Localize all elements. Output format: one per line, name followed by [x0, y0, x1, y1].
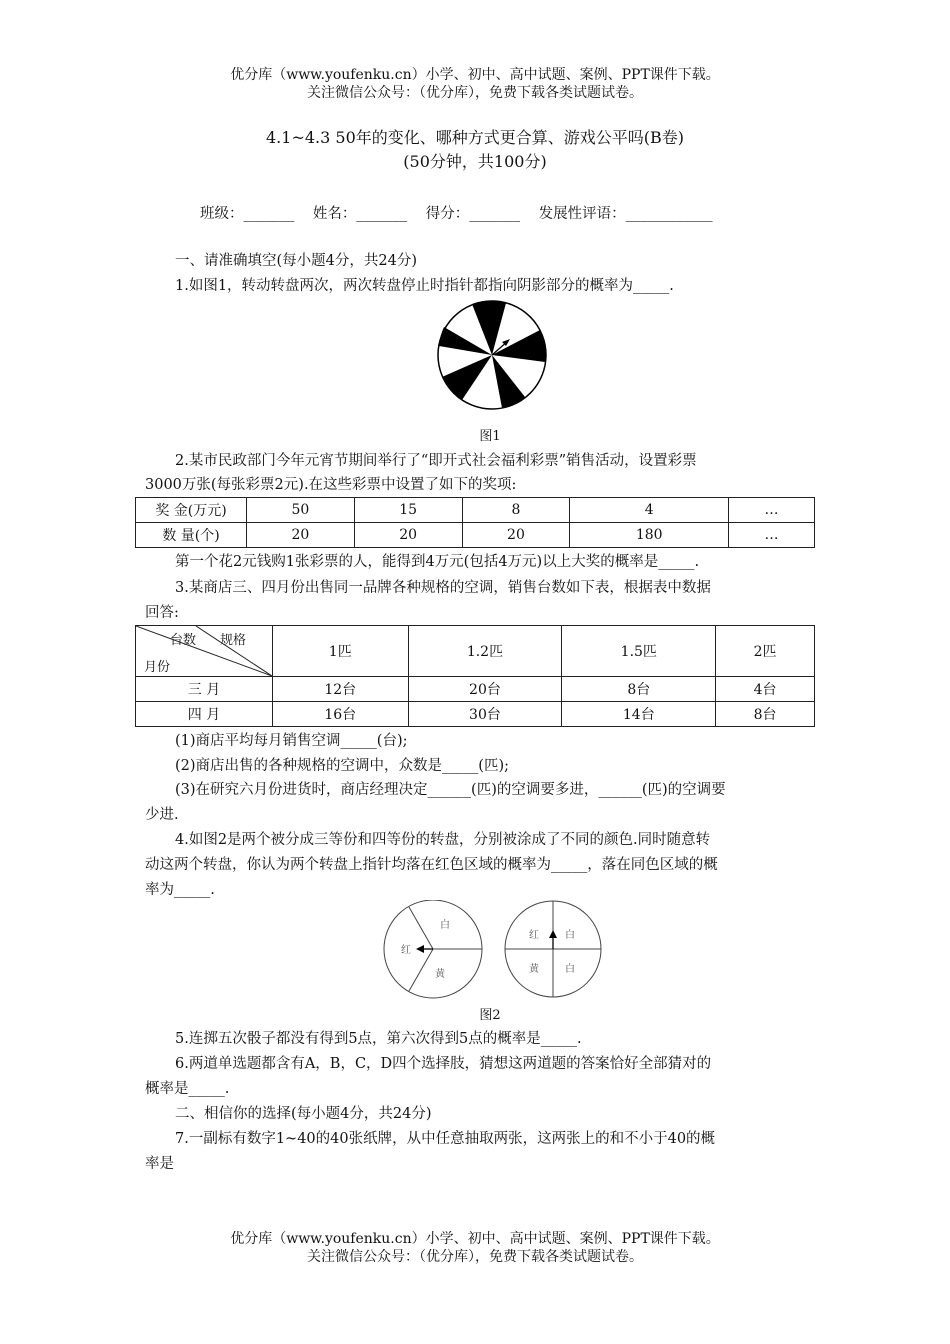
figure-2-caption: 图2: [479, 1008, 501, 1023]
question-3-part-2: (2)商店出售的各种规格的空调中，众数是_____(匹);: [175, 758, 509, 774]
question-3-line-1: 3.某商店三、四月份出售同一品牌各种规格的空调，销售台数如下表，根据表中数据: [175, 580, 711, 596]
left-spinner-label-red: 红: [401, 945, 411, 956]
page-subtitle: (50分钟，共100分): [403, 152, 547, 171]
table-cell: 15: [354, 498, 462, 523]
table-row: [136, 626, 815, 677]
question-5: 5.连掷五次骰子都没有得到5点，第六次得到5点的概率是_____.: [175, 1031, 582, 1047]
question-1: 1.如图1，转动转盘两次，两次转盘停止时指针都指向阴影部分的概率为_____.: [175, 278, 674, 294]
table-cell: 50: [247, 498, 355, 523]
table-header-cell: 1匹: [273, 626, 409, 677]
question-4-line-3: 率为_____.: [145, 882, 215, 898]
question-7-line-1: 7.一副标有数字1~40的40张纸牌，从中任意抽取两张，这两张上的和不小于40的概: [175, 1131, 716, 1147]
section-2-heading: 二、相信你的选择(每小题4分，共24分): [175, 1106, 432, 1122]
table-cell: 数 量(个): [136, 523, 247, 548]
right-spinner-label-red: 红: [529, 930, 539, 941]
table-row: [136, 523, 815, 548]
right-spinner-label-white-top: 白: [565, 930, 575, 941]
question-2-line-3: 第一个花2元钱购1张彩票的人，能得到4万元(包括4万元)以上大奖的概率是_____.: [175, 554, 700, 570]
corner-label-spec: 规格: [220, 633, 247, 648]
footer-line-1: 优分库（www.youfenku.cn）小学、初中、高中试题、案例、PPT课件下载。: [230, 1231, 720, 1247]
table-row: [136, 702, 815, 727]
question-2-line-1: 2.某市民政部门今年元宵节期间举行了“即开式社会福利彩票”销售活动，设置彩票: [175, 453, 697, 469]
table-cell: 20: [247, 523, 355, 548]
name-field: 姓名：_______: [312, 206, 408, 222]
table-cell: 8: [462, 498, 570, 523]
comment-field: 发展性评语：____________: [538, 206, 713, 222]
table-header-cell: 1.2匹: [408, 626, 562, 677]
table-cell: 12台: [273, 677, 409, 702]
question-7-line-2: 率是: [145, 1156, 174, 1172]
section-1-heading: 一、请准确填空(每小题4分，共24分): [175, 253, 417, 269]
left-spinner-label-white: 白: [440, 920, 450, 931]
table-cell: 8台: [562, 677, 716, 702]
left-spinner-label-yellow: 黄: [435, 969, 445, 980]
table-corner-cell: [136, 626, 273, 677]
prize-table: [135, 497, 815, 548]
table-cell: 16台: [273, 702, 409, 727]
header-line-1: 优分库（www.youfenku.cn）小学、初中、高中试题、案例、PPT课件下载。: [230, 67, 720, 83]
table-cell: 20台: [408, 677, 562, 702]
table-cell: 14台: [562, 702, 716, 727]
spinner-figure-1: [432, 297, 552, 417]
question-3-part-3-line-1: (3)在研究六月份进货时，商店经理决定______(匹)的空调要多进，______(匹)的空调要: [175, 782, 726, 798]
figure-1-caption: 图1: [479, 429, 501, 444]
question-4-line-2: 动这两个转盘，你认为两个转盘上指针均落在红色区域的概率为_____，落在同色区域的概: [145, 857, 718, 873]
right-spinner-label-yellow: 黄: [529, 964, 539, 975]
table-cell: 20: [354, 523, 462, 548]
question-2-line-2: 3000万张(每张彩票2元).在这些彩票中设置了如下的奖项:: [145, 477, 517, 493]
footer-line-2: 关注微信公众号：（优分库），免费下载各类试题试卷。: [307, 1249, 643, 1265]
table-row: [136, 498, 815, 523]
table-header-cell: 2匹: [716, 626, 815, 677]
table-cell: 30台: [408, 702, 562, 727]
student-info: [200, 202, 727, 223]
table-cell: …: [729, 498, 815, 523]
question-6-line-1: 6.两道单选题都含有A，B，C，D四个选择肢，猜想这两道题的答案恰好全部猜对的: [175, 1056, 712, 1072]
corner-label-month: 月份: [144, 660, 171, 675]
right-spinner-label-white-bottom: 白: [565, 964, 575, 975]
question-3-part-3-line-2: 少进.: [145, 807, 179, 823]
class-field: 班级：_______: [200, 206, 295, 222]
question-4-line-1: 4.如图2是两个被分成三等份和四等份的转盘，分别被涂成了不同的颜色.同时随意转: [175, 832, 711, 848]
table-row: [136, 677, 815, 702]
table-header-cell: 1.5匹: [562, 626, 716, 677]
table-cell: 四 月: [136, 702, 273, 727]
table-cell: 8台: [716, 702, 815, 727]
question-3-line-2: 回答:: [145, 605, 179, 621]
question-6-line-2: 概率是_____.: [145, 1081, 230, 1097]
table-cell: 180: [570, 523, 729, 548]
table-cell: …: [729, 523, 815, 548]
table-cell: 20: [462, 523, 570, 548]
table-cell: 4: [570, 498, 729, 523]
question-3-part-1: (1)商店平均每月销售空调_____(台);: [175, 733, 408, 749]
page-title: 4.1~4.3 50年的变化、哪种方式更合算、游戏公平吗(B卷): [266, 128, 684, 147]
header-line-2: 关注微信公众号：（优分库），免费下载各类试题试卷。: [307, 85, 643, 101]
spinner-figure-2: [375, 900, 615, 1004]
score-field: 得分：_______: [425, 206, 520, 222]
corner-label-count: 台数: [170, 633, 197, 648]
table-cell: 奖 金(万元): [136, 498, 247, 523]
air-conditioner-table: [135, 625, 815, 727]
table-cell: 4台: [716, 677, 815, 702]
table-cell: 三 月: [136, 677, 273, 702]
